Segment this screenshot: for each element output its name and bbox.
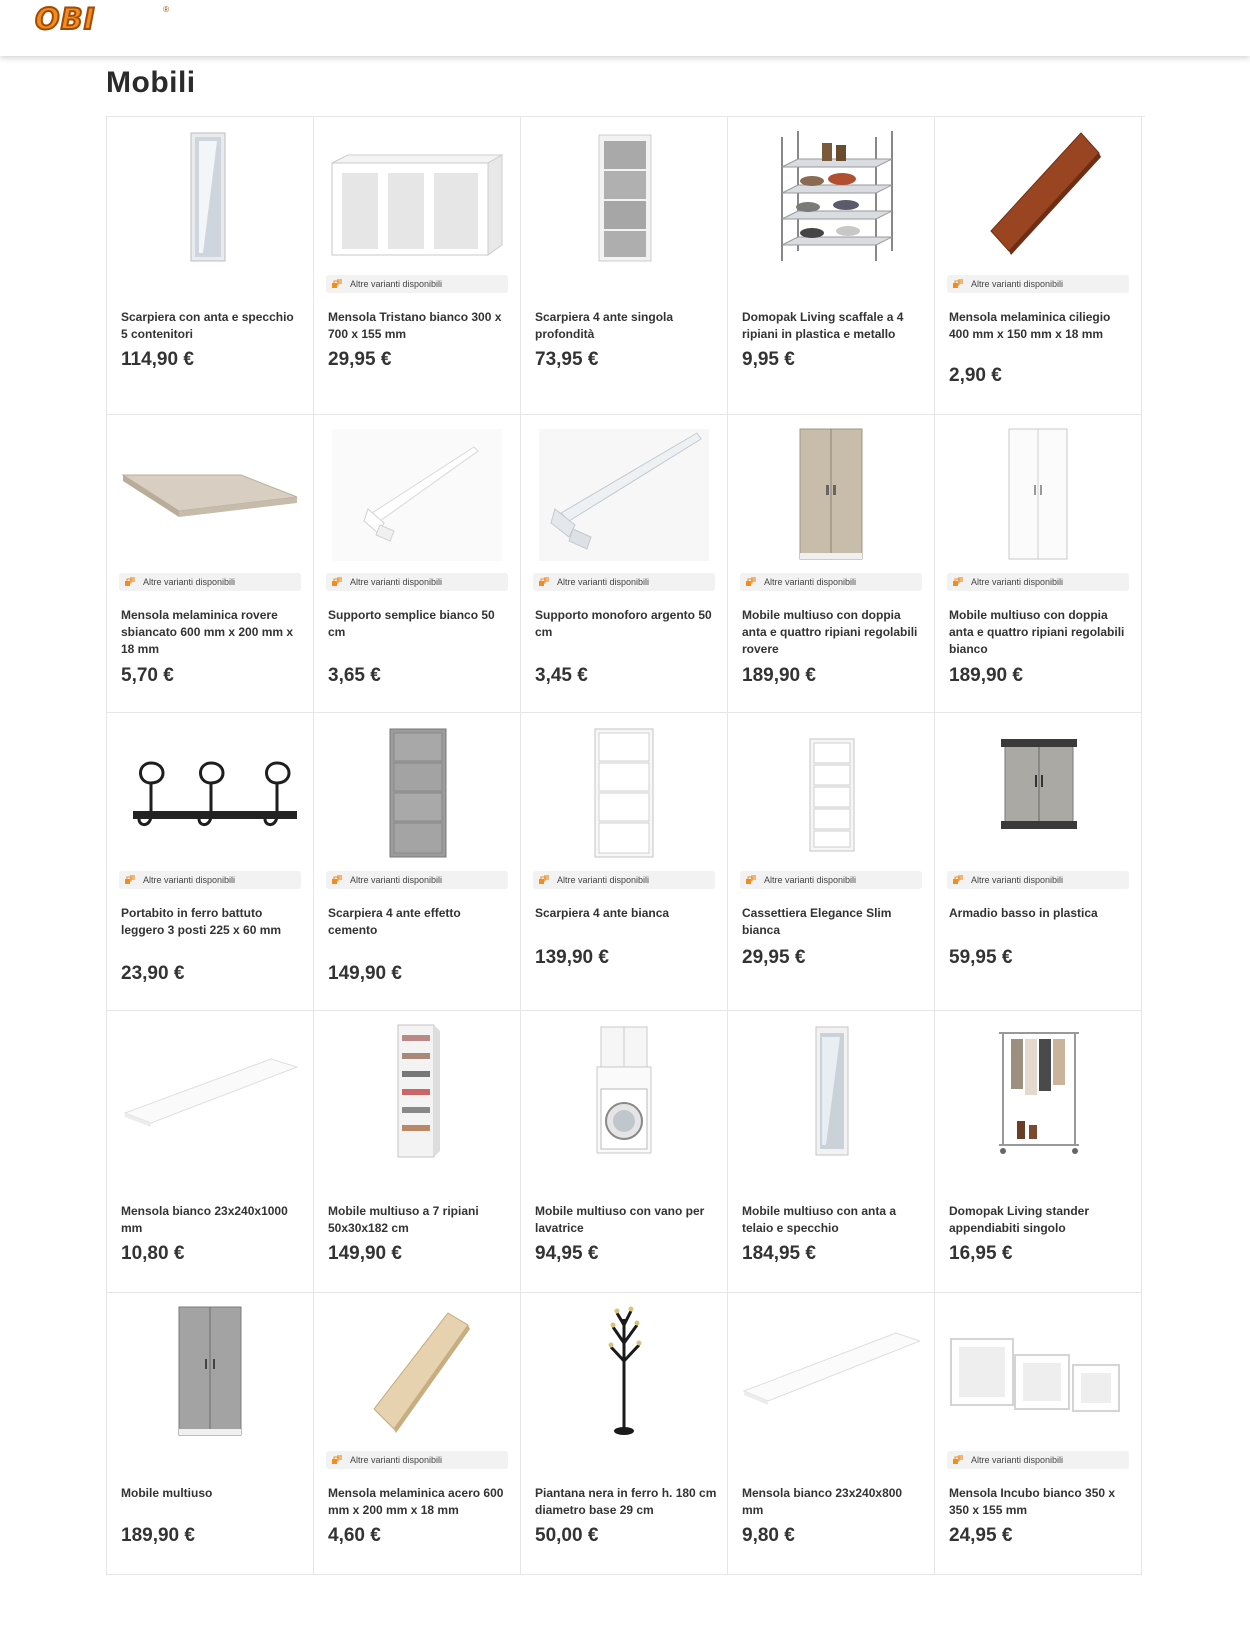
- variants-icon: [539, 577, 549, 587]
- variants-badge[interactable]: [740, 573, 922, 591]
- variants-icon: [953, 279, 963, 289]
- variants-label: Altre varianti disponibili: [350, 577, 443, 587]
- product-name[interactable]: Cassettiera Elegance Slim bianca: [742, 906, 892, 937]
- product-name[interactable]: Domopak Living stander appendiabiti singolo: [949, 1204, 1090, 1235]
- product-card[interactable]: [107, 713, 314, 1011]
- product-image[interactable]: [535, 723, 713, 863]
- variants-label: Altre varianti disponibili: [971, 577, 1064, 587]
- variants-icon: [746, 875, 756, 885]
- product-card[interactable]: [935, 1293, 1142, 1575]
- variants-badge[interactable]: [947, 1451, 1129, 1469]
- product-price: 139,90 €: [535, 947, 609, 968]
- product-price: 94,95 €: [535, 1243, 599, 1264]
- product-row: [107, 415, 1145, 713]
- product-card[interactable]: [521, 1011, 728, 1293]
- product-card[interactable]: [314, 1011, 521, 1293]
- product-price: 50,00 €: [535, 1525, 599, 1546]
- product-image[interactable]: [535, 1021, 713, 1161]
- product-price: 3,65 €: [328, 665, 381, 686]
- variants-icon: [332, 577, 342, 587]
- product-name[interactable]: Mensola Incubo bianco 350 x 350 x 155 mm: [949, 1486, 1116, 1517]
- product-row: [107, 1011, 1145, 1293]
- product-card[interactable]: [728, 713, 935, 1011]
- product-grid: [106, 116, 1145, 1575]
- variants-label: Altre varianti disponibili: [764, 875, 857, 885]
- variants-icon: [332, 875, 342, 885]
- variants-badge[interactable]: [326, 573, 508, 591]
- product-card[interactable]: [107, 1293, 314, 1575]
- product-price: 184,95 €: [742, 1243, 816, 1264]
- variants-label: Altre varianti disponibili: [143, 577, 236, 587]
- variants-badge[interactable]: [740, 871, 922, 889]
- product-image[interactable]: [742, 1021, 920, 1161]
- product-price: 29,95 €: [742, 947, 806, 968]
- variants-icon: [125, 875, 135, 885]
- product-price: 189,90 €: [949, 665, 1023, 686]
- product-image[interactable]: [121, 1021, 299, 1161]
- product-card[interactable]: [314, 117, 521, 415]
- variants-icon: [746, 577, 756, 587]
- product-name[interactable]: Piantana nera in ferro h. 180 cm diametro base 29 cm: [535, 1486, 717, 1517]
- product-name[interactable]: Armadio basso in plastica: [949, 906, 1098, 920]
- product-card[interactable]: [314, 415, 521, 713]
- product-image[interactable]: [949, 127, 1127, 267]
- site-header: [0, 0, 1250, 56]
- variants-badge[interactable]: [947, 871, 1129, 889]
- product-card[interactable]: [521, 415, 728, 713]
- variants-label: Altre varianti disponibili: [764, 577, 857, 587]
- product-card[interactable]: [521, 713, 728, 1011]
- variants-icon: [953, 577, 963, 587]
- variants-badge[interactable]: [119, 871, 301, 889]
- product-card[interactable]: [935, 713, 1142, 1011]
- variants-badge[interactable]: [533, 871, 715, 889]
- product-name[interactable]: Mobile multiuso con vano per lavatrice: [535, 1204, 705, 1235]
- variants-badge[interactable]: [947, 275, 1129, 293]
- variants-badge[interactable]: [119, 573, 301, 591]
- variants-icon: [125, 577, 135, 587]
- product-image[interactable]: [742, 425, 920, 565]
- product-image[interactable]: [121, 127, 299, 267]
- product-name[interactable]: Scarpiera 4 ante effetto cemento: [328, 906, 461, 937]
- variants-label: Altre varianti disponibili: [971, 279, 1064, 289]
- product-name[interactable]: Supporto monoforo argento 50 cm: [535, 608, 712, 639]
- product-card[interactable]: [935, 117, 1142, 415]
- product-card[interactable]: [728, 1011, 935, 1293]
- variants-label: Altre varianti disponibili: [557, 577, 650, 587]
- variants-badge[interactable]: [326, 275, 508, 293]
- product-name[interactable]: Mobile multiuso: [121, 1486, 213, 1500]
- variants-badge[interactable]: [326, 871, 508, 889]
- product-name[interactable]: Domopak Living scaffale a 4 ripiani in plastica e metallo: [742, 310, 904, 341]
- product-name[interactable]: Scarpiera 4 ante bianca: [535, 906, 670, 920]
- product-image[interactable]: [328, 1303, 506, 1443]
- variants-badge[interactable]: [326, 1451, 508, 1469]
- product-price: 2,90 €: [949, 365, 1002, 386]
- product-price: 189,90 €: [742, 665, 816, 686]
- product-image[interactable]: [535, 1303, 713, 1443]
- product-price: 149,90 €: [328, 963, 402, 984]
- product-card[interactable]: [314, 1293, 521, 1575]
- product-name[interactable]: Mensola melaminica ciliegio 400 mm x 150 mm x 18 mm: [949, 310, 1111, 341]
- product-image[interactable]: [328, 425, 506, 565]
- product-image[interactable]: [742, 1303, 920, 1443]
- variants-icon: [332, 279, 342, 289]
- product-image[interactable]: [535, 127, 713, 267]
- variants-icon: [332, 1455, 342, 1465]
- product-image[interactable]: [121, 425, 299, 565]
- product-price: 24,95 €: [949, 1525, 1013, 1546]
- product-price: 149,90 €: [328, 1243, 402, 1264]
- product-image[interactable]: [949, 1021, 1127, 1161]
- product-name[interactable]: Mensola melaminica acero 600 mm x 200 mm x 18 mm: [328, 1486, 504, 1517]
- product-price: 23,90 €: [121, 963, 185, 984]
- product-name[interactable]: Portabito in ferro battuto leggero 3 posti 225 x 60 mm: [121, 906, 282, 937]
- product-price: 3,45 €: [535, 665, 588, 686]
- variants-label: Altre varianti disponibili: [143, 875, 236, 885]
- product-card[interactable]: [728, 1293, 935, 1575]
- product-image[interactable]: [121, 723, 299, 863]
- product-card[interactable]: [935, 1011, 1142, 1293]
- product-name[interactable]: Mobile multiuso con doppia anta e quattro ripiani regolabili rovere: [742, 608, 918, 656]
- product-row: [107, 713, 1145, 1011]
- product-card[interactable]: [107, 117, 314, 415]
- product-price: 16,95 €: [949, 1243, 1013, 1264]
- variants-label: Altre varianti disponibili: [350, 1455, 443, 1465]
- product-price: 73,95 €: [535, 349, 599, 370]
- product-image[interactable]: [121, 1303, 299, 1443]
- product-image[interactable]: [535, 425, 713, 565]
- variants-badge[interactable]: [533, 573, 715, 591]
- product-image[interactable]: [949, 723, 1127, 863]
- product-card[interactable]: [521, 1293, 728, 1575]
- product-price: 189,90 €: [121, 1525, 195, 1546]
- page-title: Mobili: [106, 66, 196, 99]
- product-row: [107, 1293, 1145, 1575]
- product-price: 9,95 €: [742, 349, 795, 370]
- product-price: 114,90 €: [121, 349, 194, 370]
- variants-badge[interactable]: [947, 573, 1129, 591]
- product-image[interactable]: [949, 1303, 1127, 1443]
- product-price: 4,60 €: [328, 1525, 381, 1546]
- product-price: 9,80 €: [742, 1525, 795, 1546]
- product-price: 29,95 €: [328, 349, 392, 370]
- product-name[interactable]: Mensola melaminica rovere sbiancato 600 mm x 200 mm x 18 mm: [121, 608, 294, 656]
- variants-icon: [953, 875, 963, 885]
- variants-label: Altre varianti disponibili: [971, 875, 1064, 885]
- variants-label: Altre varianti disponibili: [350, 875, 443, 885]
- product-image[interactable]: [742, 127, 920, 267]
- product-card[interactable]: [107, 415, 314, 713]
- product-card[interactable]: [314, 713, 521, 1011]
- logo-wordmark: OBI: [35, 2, 96, 36]
- variants-label: Altre varianti disponibili: [557, 875, 650, 885]
- product-name[interactable]: Mensola Tristano bianco 300 x 700 x 155 mm: [328, 310, 502, 341]
- product-card[interactable]: [728, 415, 935, 713]
- variants-icon: [953, 1455, 963, 1465]
- variants-label: Altre varianti disponibili: [350, 279, 443, 289]
- product-image[interactable]: [328, 127, 506, 267]
- product-name[interactable]: Scarpiera con anta e specchio 5 contenitori: [121, 310, 294, 341]
- product-image[interactable]: [742, 723, 920, 863]
- variants-icon: [539, 875, 549, 885]
- product-card[interactable]: [728, 117, 935, 415]
- product-name[interactable]: Mensola bianco 23x240x800 mm: [742, 1486, 903, 1517]
- registered-mark: ®: [163, 5, 169, 14]
- variants-label: Altre varianti disponibili: [971, 1455, 1064, 1465]
- product-name[interactable]: Mobile multiuso con doppia anta e quattro ripiani regolabili bianco: [949, 608, 1125, 656]
- product-card[interactable]: [107, 1011, 314, 1293]
- product-row: [107, 117, 1145, 415]
- product-image[interactable]: [328, 1021, 506, 1161]
- product-name[interactable]: Supporto semplice bianco 50 cm: [328, 608, 495, 639]
- product-name[interactable]: Mensola bianco 23x240x1000 mm: [121, 1204, 288, 1235]
- product-price: 10,80 €: [121, 1243, 185, 1264]
- product-name[interactable]: Scarpiera 4 ante singola profondità: [535, 310, 674, 341]
- product-name[interactable]: Mobile multiuso con anta a telaio e specchio: [742, 1204, 897, 1235]
- product-image[interactable]: [949, 425, 1127, 565]
- product-card[interactable]: [521, 117, 728, 415]
- product-price: 59,95 €: [949, 947, 1013, 968]
- product-image[interactable]: [328, 723, 506, 863]
- product-name[interactable]: Mobile multiuso a 7 ripiani 50x30x182 cm: [328, 1204, 479, 1235]
- product-price: 5,70 €: [121, 665, 174, 686]
- product-card[interactable]: [935, 415, 1142, 713]
- obi-logo[interactable]: [35, 2, 169, 36]
